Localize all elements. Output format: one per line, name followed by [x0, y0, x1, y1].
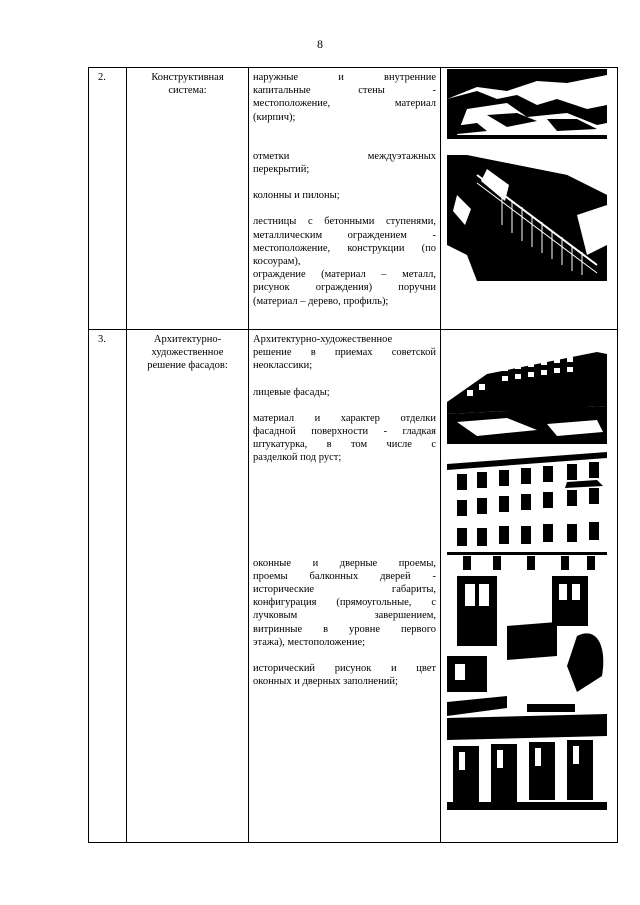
table-row [89, 330, 618, 843]
facade-photo [447, 69, 607, 139]
description-item: Архитектурно-художественное решение в приемах советской неоклассики; [253, 334, 436, 372]
description-item: наружные и внутренние капитальные стены - местоположение, материал (кирпич); [253, 72, 436, 123]
description-item: колонны и пилоны; [253, 190, 340, 202]
row-number: 3. [89, 330, 127, 843]
photo-cell [441, 330, 618, 843]
row-description [249, 330, 441, 843]
row-name: Архитектурно-художественное решение фасадов: [127, 330, 249, 843]
table-row [89, 68, 618, 330]
shopfront-photo [447, 696, 607, 810]
staircase-photo [447, 155, 607, 281]
photo-cell [441, 68, 618, 330]
description-item: лицевые фасады; [253, 386, 330, 398]
specification-table [88, 67, 618, 843]
row-description [249, 68, 441, 330]
row-number: 2. [89, 68, 127, 330]
description-item: отметки междуэтажных перекрытий; [253, 150, 436, 176]
description-item: оконные и дверные проемы, проемы балконных дверей - исторические габариты, конфигурация (прямоугольные, с лучковым завершением, витринные в уровне первого этажа), местоположение; [253, 557, 436, 648]
description-item: лестницы с бетонными ступенями, металлическим ограждением - местоположение, конструкции (по косоурам), ограждение (материал – металл, рисунок ограждения) поручни (материал – дерево, профиль); [253, 216, 436, 307]
page-number: 8 [317, 37, 323, 51]
facade-windows-photo [447, 452, 607, 572]
building-corner-photo [447, 344, 607, 444]
description-item: исторический рисунок и цвет оконных и дверных заполнений; [253, 663, 436, 688]
row-name: Конструктивная система: [127, 68, 249, 330]
window-detail-photo [447, 576, 607, 692]
description-item: материал и характер отделки фасадной поверхности - гладкая штукатурка, в том числе с разделкой под руст; [253, 412, 436, 464]
